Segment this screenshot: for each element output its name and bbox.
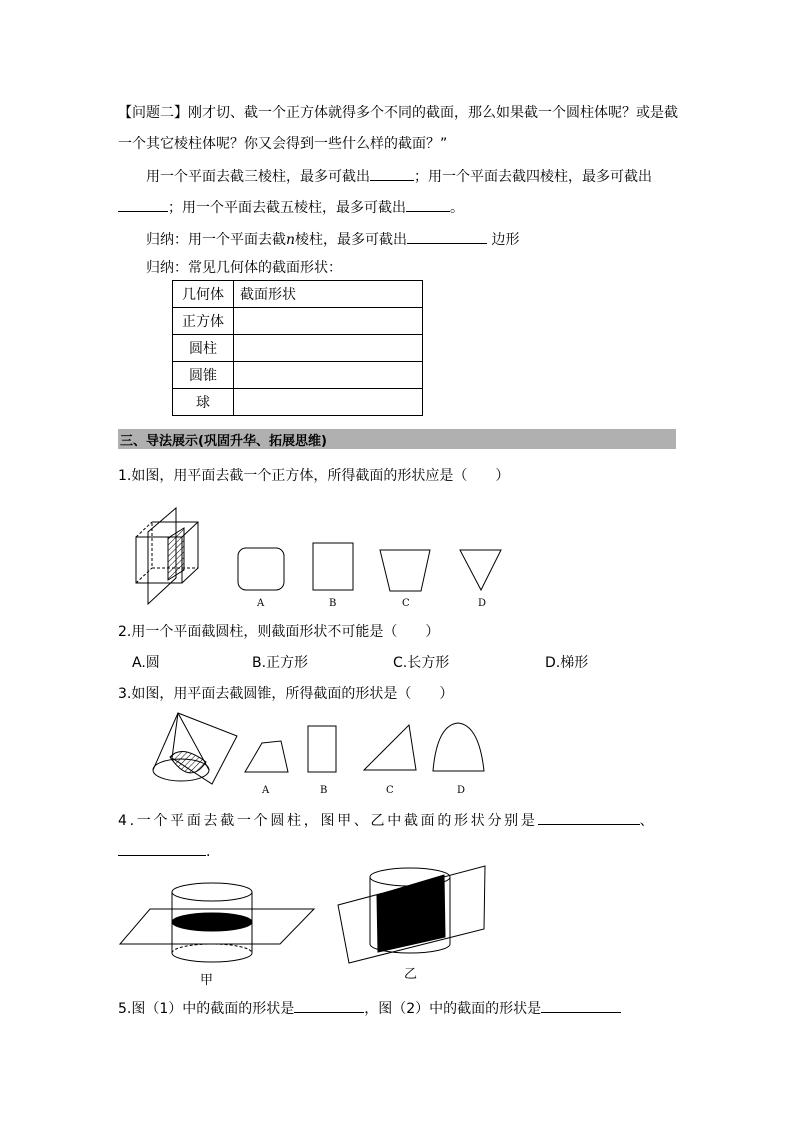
q4-end: .	[206, 844, 211, 860]
summary-text-c: 边形	[491, 232, 520, 248]
q1-label-a: A	[257, 598, 265, 609]
row-label: 正方体	[173, 308, 234, 335]
caption-jia: 甲	[200, 973, 214, 988]
q2-option-a[interactable]: A.圆	[132, 655, 160, 671]
q3-label-b: B	[320, 785, 328, 796]
q3-label-a: A	[262, 785, 270, 796]
question-2: 2.用一个平面截圆柱，则截面形状不可能是（ ）	[118, 624, 440, 640]
q4-sep: 、	[639, 813, 657, 829]
row-label: 球	[173, 389, 234, 416]
q1-option-c-trapezoid	[380, 550, 430, 591]
q4-figure-jia	[120, 883, 314, 962]
q5-text-a: 5.图（1）中的截面的形状是	[118, 1001, 295, 1017]
q4-figure-yi	[338, 866, 485, 963]
q1-label-d: D	[478, 598, 487, 609]
q1-option-a-rounded-square	[238, 548, 284, 590]
problem-two-line2: 一个其它棱柱体呢？你又会得到一些什么样的截面？”	[118, 136, 448, 152]
q2-option-c[interactable]: C.长方形	[393, 655, 450, 671]
row-label: 圆锥	[173, 362, 234, 389]
summary-text-b: 棱柱，最多可截出	[295, 232, 408, 248]
q3-option-c-triangle	[364, 725, 416, 770]
prism-q5-text: ；用一个平面去截五棱柱，最多可截出	[168, 200, 406, 216]
q3-cone-figure	[153, 713, 237, 784]
summary-common-shapes: 归纳：常见几何体的截面形状：	[146, 260, 342, 276]
q3-label-c: C	[386, 785, 394, 796]
q1-cube-figure	[136, 508, 198, 604]
header-solid: 几何体	[173, 281, 234, 308]
header-section-shape: 截面形状	[234, 281, 423, 308]
q4-text: 4.一个平面去截一个圆柱，图甲、乙中截面的形状分别是	[118, 813, 538, 829]
row-label: 圆柱	[173, 335, 234, 362]
q1-option-b-rectangle	[313, 543, 353, 590]
q2-option-b[interactable]: B.正方形	[252, 655, 309, 671]
q2-option-d[interactable]: D.梯形	[545, 655, 589, 671]
prism-q4-text: ；用一个平面去截四棱柱，最多可截出	[414, 169, 652, 185]
q1-label-c: C	[402, 598, 410, 609]
q5-text-b: ，图（2）中的截面的形状是	[364, 1001, 542, 1017]
prism-q3-text: 用一个平面去截三棱柱，最多可截出	[146, 169, 370, 185]
q3-option-b-rectangle	[308, 726, 336, 772]
q3-option-a-trapezoid	[245, 741, 288, 772]
problem-two-line1: 【问题二】刚才切、截一个正方体就得多个不同的截面，那么如果截一个圆柱体呢？或是截	[118, 105, 678, 121]
q3-option-d-arch	[433, 723, 484, 771]
n-variable: n	[286, 232, 296, 248]
q1-label-b: B	[329, 598, 337, 609]
question-1: 1.如图，用平面去截一个正方体，所得截面的形状应是（ ）	[118, 468, 510, 484]
q1-option-d-triangle	[460, 550, 501, 590]
period: 。	[450, 200, 464, 216]
caption-yi: 乙	[404, 967, 418, 982]
q3-label-d: D	[457, 785, 466, 796]
question-3: 3.如图，用平面去截圆锥，所得截面的形状是（ ）	[118, 686, 454, 702]
summary-text-a: 归纳：用一个平面去截	[146, 232, 286, 248]
section-title: 三、导法展示(巩固升华、拓展思维)	[120, 434, 327, 449]
